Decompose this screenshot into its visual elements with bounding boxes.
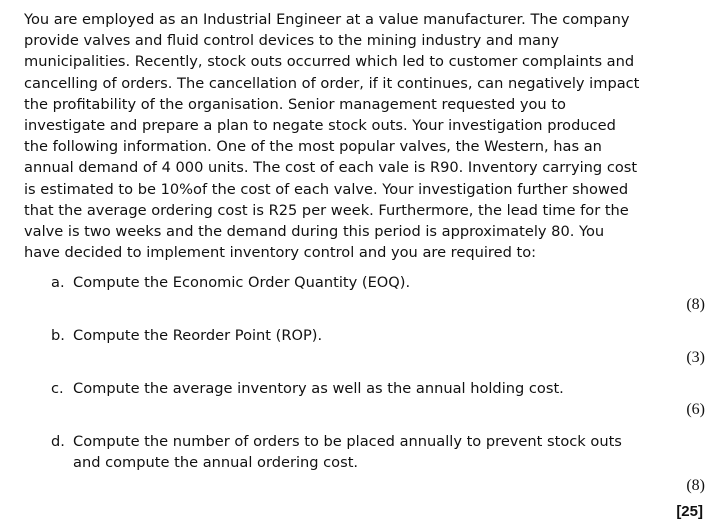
intro-line: is estimated to be 10%of the cost of each valve. Your investigation further showed bbox=[24, 180, 629, 198]
intro-line: provide valves and fluid control devices to the mining industry and many bbox=[24, 32, 559, 50]
question-d-marks: (8) bbox=[686, 477, 705, 494]
question-c-marks: (6) bbox=[686, 401, 705, 418]
intro-line: valve is two weeks and the demand during this period is approximately 80. You bbox=[24, 223, 605, 241]
question-intro bbox=[24, 9, 714, 263]
question-text: Compute the Economic Order Quantity (EOQ). bbox=[73, 274, 411, 291]
question-text: Compute the average inventory as well as the annual holding cost. bbox=[73, 380, 564, 397]
question-letter: d. bbox=[51, 433, 65, 450]
question-text: Compute the number of orders to be placed annually to prevent stock outs bbox=[73, 433, 622, 450]
question-b-marks: (3) bbox=[686, 349, 705, 366]
intro-line: have decided to implement inventory control and you are required to: bbox=[24, 244, 537, 262]
question-text: Compute the Reorder Point (ROP). bbox=[73, 327, 323, 344]
intro-line: the profitability of the organisation. Senior management requested you to bbox=[24, 95, 566, 113]
intro-line: cancelling of orders. The cancellation of order, if it continues, can negatively impact bbox=[24, 74, 640, 92]
question-a-marks: (8) bbox=[686, 296, 705, 313]
intro-line: investigate and prepare a plan to negate stock outs. Your investigation produced bbox=[24, 117, 616, 135]
question-letter: c. bbox=[51, 380, 64, 397]
intro-line: municipalities. Recently, stock outs occurred which led to customer complaints and bbox=[24, 53, 635, 71]
total-marks: [25] bbox=[676, 503, 703, 520]
question-d bbox=[51, 431, 622, 452]
question-letter: b. bbox=[51, 327, 65, 344]
question-b bbox=[51, 325, 322, 346]
intro-line: that the average ordering cost is R25 per week. Furthermore, the lead time for the bbox=[24, 201, 629, 219]
question-d-continuation: and compute the annual ordering cost. bbox=[73, 454, 359, 471]
intro-line: the following information. One of the most popular valves, the Western, has an bbox=[24, 138, 602, 156]
intro-line: You are employed as an Industrial Engineer at a value manufacturer. The company bbox=[24, 11, 630, 28]
question-a bbox=[51, 272, 410, 293]
intro-line: annual demand of 4 000 units. The cost of each vale is R90. Inventory carrying cost bbox=[24, 159, 638, 177]
question-letter: a. bbox=[51, 274, 65, 291]
question-c bbox=[51, 378, 564, 399]
